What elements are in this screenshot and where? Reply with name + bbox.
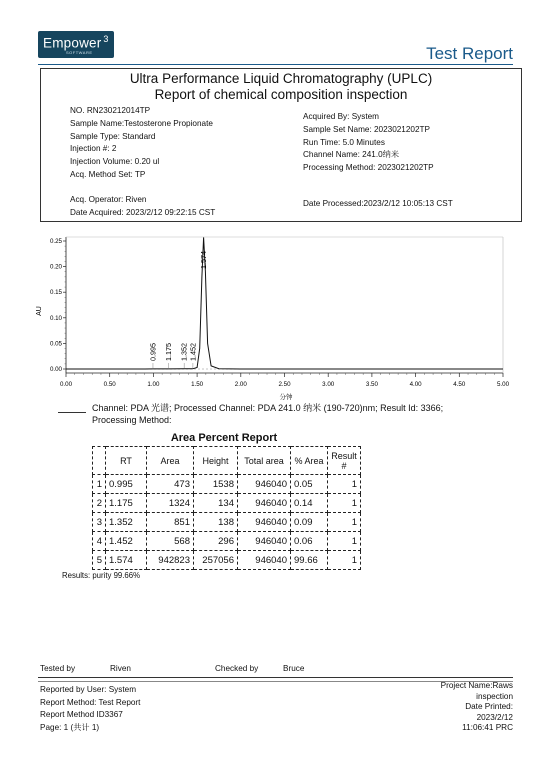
date-printed-label: Date Printed:: [465, 702, 513, 711]
x-tick-label: 4.50: [453, 381, 466, 388]
x-tick-label: 4.00: [409, 381, 422, 388]
injection-number: Injection #: 2: [70, 144, 117, 154]
cell-rt: 1.175: [106, 494, 147, 513]
area-percent-title: Area Percent Report: [170, 432, 278, 444]
x-axis-label: 分钟: [279, 394, 293, 401]
report-method: Report Method: Test Report: [40, 697, 141, 707]
checked-by-name: Bruce: [283, 664, 305, 673]
x-tick-label: 0.50: [103, 381, 116, 388]
peak-label: 1.574: [199, 251, 209, 269]
header-height: Height: [194, 447, 238, 475]
cell-rt: 1.452: [106, 532, 147, 551]
peak-label: 0.995: [148, 343, 158, 361]
peak-label: 1.352: [179, 343, 189, 361]
y-axis-label: AU: [36, 306, 43, 316]
cell-result: 1: [328, 551, 361, 570]
legend-channel: Channel: PDA 光谱; Processed Channel: PDA 241.0 纳米 (190-720)nm; Result Id: 3366;: [92, 403, 444, 413]
area-percent-table: [92, 446, 361, 570]
run-time: Run Time: 5.0 Minutes: [303, 137, 385, 147]
sample-info-right: [303, 111, 434, 175]
date-processed: Date Processed:2023/2/12 10:05:13 CST: [303, 199, 453, 208]
row-index: 2: [93, 494, 106, 513]
cell-area: 568: [147, 532, 194, 551]
sample-name: Sample Name:Testosterone Propionate: [70, 118, 213, 128]
row-index: 5: [93, 551, 106, 570]
cell-height: 257056: [194, 551, 238, 570]
row-index: 1: [93, 475, 106, 494]
x-tick-label: 2.50: [278, 381, 291, 388]
logo-subtext: SOFTWARE: [66, 50, 93, 55]
x-tick-label: 5.00: [496, 381, 510, 388]
table-row: [93, 513, 361, 532]
acq-operator: Acq. Operator: Riven: [70, 195, 147, 204]
legend-swatch: [58, 412, 86, 413]
cell-pct-area: 99.66: [291, 551, 328, 570]
cell-pct-area: 0.06: [291, 532, 328, 551]
cell-height: 1538: [194, 475, 238, 494]
cell-total-area: 946040: [238, 475, 291, 494]
table-row: [93, 475, 361, 494]
cell-rt: 1.574: [106, 551, 147, 570]
x-tick-label: 2.00: [234, 381, 247, 388]
cell-height: 296: [194, 532, 238, 551]
cell-total-area: 946040: [238, 494, 291, 513]
header-index: [93, 447, 106, 475]
operator-info: [70, 193, 215, 219]
header-area: Area: [147, 447, 194, 475]
cell-result: 1: [328, 494, 361, 513]
chart-legend: [92, 403, 443, 426]
y-tick-label: 0.05: [49, 340, 62, 348]
cell-area: 1324: [147, 494, 194, 513]
y-tick-label: 0.00: [49, 366, 62, 373]
date-printed-date: 2023/2/12: [476, 712, 513, 722]
cell-pct-area: 0.14: [291, 494, 328, 513]
report-method-id: Report Method ID3367: [40, 710, 123, 719]
injection-volume: Injection Volume: 0.20 ul: [70, 157, 160, 167]
sample-info-left: [70, 105, 213, 182]
legend-processing-method: Processing Method:: [92, 414, 172, 425]
y-tick-label: 0.10: [49, 314, 62, 322]
cell-total-area: 946040: [238, 551, 291, 570]
document-title-line1: Ultra Performance Liquid Chromatography (UPLC): [129, 71, 433, 86]
y-tick-label: 0.15: [49, 289, 62, 297]
table-row: [93, 532, 361, 551]
cell-total-area: 946040: [238, 532, 291, 551]
x-tick-label: 3.00: [322, 381, 335, 388]
processing-method: Processing Method: 2023021202TP: [303, 163, 434, 173]
date-printed-time: 11:06:41 PRC: [462, 723, 513, 732]
page-number: Page: 1 (共计 1): [40, 722, 100, 732]
results-purity: Results: purity 99.66%: [62, 571, 141, 580]
table-row: [93, 494, 361, 513]
empower-logo: [38, 31, 114, 58]
channel-name: Channel Name: 241.0纳米: [303, 150, 400, 160]
logo-text: Empower $^3$: [43, 34, 109, 51]
title-divider: [38, 64, 513, 65]
header-rt: RT: [106, 447, 147, 475]
cell-result: 1: [328, 513, 361, 532]
chromatogram-trace: [66, 237, 503, 369]
cell-result: 1: [328, 475, 361, 494]
cell-area: 942823: [147, 551, 194, 570]
peak-label: 1.175: [164, 343, 174, 361]
cell-height: 134: [194, 494, 238, 513]
sample-number: NO. RN230212014TP: [70, 106, 151, 115]
x-tick-label: 0.00: [59, 381, 73, 388]
header-result-number: Result #: [328, 447, 361, 475]
cell-pct-area: 0.09: [291, 513, 328, 532]
y-tick-label: 0.25: [49, 238, 62, 245]
cell-height: 138: [194, 513, 238, 532]
date-acquired: Date Acquired: 2023/2/12 09:22:15 CST: [70, 208, 216, 217]
report-title: Test Report: [426, 44, 513, 63]
document-title-line2: Report of chemical composition inspection: [154, 87, 408, 102]
tested-by-name: Riven: [110, 664, 131, 673]
header-total-area: Total area: [238, 447, 291, 475]
footer-report-info: [40, 684, 140, 734]
cell-result: 1: [328, 532, 361, 551]
cell-pct-area: 0.05: [291, 475, 328, 494]
table-header-row: [93, 447, 361, 475]
sample-set-name: Sample Set Name: 2023021202TP: [303, 124, 430, 134]
project-name-cont: inspection: [476, 691, 513, 701]
peak-label: 1.452: [188, 343, 198, 361]
tested-by-label: Tested by: [40, 664, 76, 673]
cell-area: 851: [147, 513, 194, 532]
footer-project-info: [441, 681, 513, 734]
sample-type: Sample Type: Standard: [70, 131, 156, 141]
y-tick-label: 0.20: [49, 263, 62, 271]
row-index: 4: [93, 532, 106, 551]
header-pct-area: % Area: [291, 447, 328, 475]
table-row: [93, 551, 361, 570]
cell-rt: 1.352: [106, 513, 147, 532]
project-name: Project Name:Raws: [440, 681, 513, 690]
cell-area: 473: [147, 475, 194, 494]
cell-total-area: 946040: [238, 513, 291, 532]
row-index: 3: [93, 513, 106, 532]
footer-divider: [38, 677, 513, 678]
reported-by-user: Reported by User: System: [40, 685, 137, 694]
acquired-by: Acquired By: System: [303, 112, 379, 121]
x-tick-label: 1.00: [147, 381, 160, 388]
checked-by-label: Checked by: [215, 664, 259, 673]
cell-rt: 0.995: [106, 475, 147, 494]
chromatogram-chart: [36, 229, 514, 405]
acq-method-set: Acq. Method Set: TP: [70, 169, 146, 179]
x-tick-label: 1.50: [191, 381, 204, 388]
x-tick-label: 3.50: [365, 381, 378, 388]
